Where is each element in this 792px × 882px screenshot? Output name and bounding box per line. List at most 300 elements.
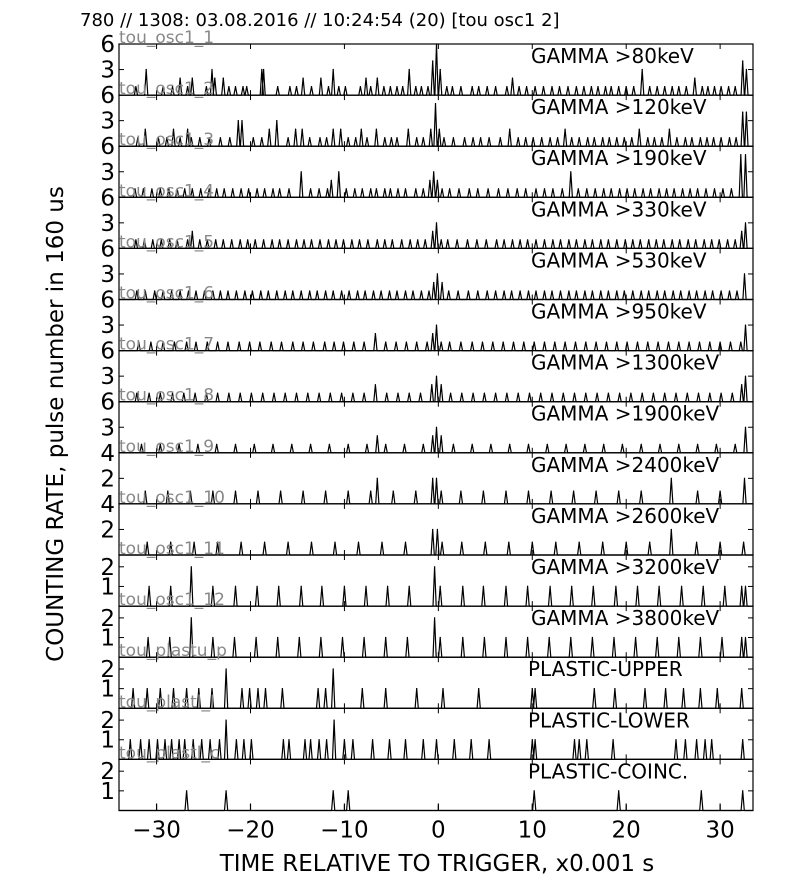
data-point [527,586,528,587]
data-point [632,239,633,240]
data-point [428,290,429,291]
data-point [700,137,701,138]
data-point [462,637,463,638]
data-point [253,137,254,138]
data-point [632,290,633,291]
data-point [672,239,673,240]
data-point [535,86,536,87]
data-point [441,491,442,492]
data-point [321,586,322,587]
data-point [216,188,217,189]
data-point [442,542,443,543]
data-point [473,137,474,138]
data-point [608,290,609,291]
data-point [241,688,242,689]
data-point [226,668,227,669]
y-tick-label: 2 [100,466,115,493]
data-point [488,188,489,189]
data-point [157,739,158,740]
data-point [133,688,134,689]
data-point [344,586,345,587]
data-point [520,290,521,291]
data-point [512,239,513,240]
data-point [490,444,491,445]
data-point [574,739,575,740]
data-point [720,542,721,543]
data-point [146,69,147,70]
data-point [528,290,529,291]
data-point [744,478,745,479]
data-point [231,239,232,240]
data-point [625,239,626,240]
data-point [375,384,376,385]
data-point [701,790,702,791]
data-point [433,171,434,172]
data-point [584,290,585,291]
data-point [669,129,670,130]
data-point [264,542,265,543]
data-point [420,393,421,394]
data-point [745,637,746,638]
data-point [595,188,596,189]
data-point [341,290,342,291]
data-point [313,342,314,343]
data-point [436,325,437,326]
data-point [447,239,448,240]
data-point [608,393,609,394]
data-point [372,739,373,740]
data-point [699,342,700,343]
x-tick-label: −20 [226,817,275,844]
data-point [571,586,572,587]
data-point [681,586,682,587]
data-point [596,491,597,492]
data-point [579,739,580,740]
data-point [149,586,150,587]
data-point [384,188,385,189]
data-point [330,393,331,394]
data-point [574,393,575,394]
data-point [191,566,192,567]
data-point [484,637,485,638]
data-point [697,491,698,492]
data-point [719,239,720,240]
data-point [303,491,304,492]
data-point [557,137,558,138]
data-point [745,586,746,587]
data-point [376,129,377,130]
data-point [328,86,329,87]
data-point [576,239,577,240]
data-point [423,188,424,189]
data-point [554,342,555,343]
y-tick-label: 2 [100,605,115,632]
data-point [437,529,438,530]
data-point [649,542,650,543]
data-point [303,78,304,79]
data-point [671,529,672,530]
data-point [505,586,506,587]
y-tick-label: 1 [100,676,115,703]
data-point [296,239,297,240]
data-point [498,188,499,189]
data-point [697,188,698,189]
data-point [241,542,242,543]
data-point [223,78,224,79]
data-point [409,586,410,587]
data-point [730,342,731,343]
series-trace [119,791,753,811]
data-point [579,137,580,138]
data-point [583,86,584,87]
data-point [745,376,746,377]
data-point [303,239,304,240]
x-tick-label: 10 [517,817,547,844]
data-point [346,188,347,189]
x-tick-label: 0 [431,817,446,844]
data-point [544,239,545,240]
data-point [678,637,679,638]
data-point [489,137,490,138]
data-point [584,239,585,240]
data-point [746,69,747,70]
data-point [421,86,422,87]
data-point [436,376,437,377]
data-point [341,393,342,394]
data-point [251,393,252,394]
y-tick-label: 6 [100,236,115,263]
data-point [385,637,386,638]
data-point [534,790,535,791]
data-point [397,188,398,189]
data-point [279,239,280,240]
data-point [148,637,149,638]
data-point [513,342,514,343]
data-point [310,444,311,445]
data-point [325,290,326,291]
data-point [742,790,743,791]
data-point [477,188,478,189]
data-point [560,290,561,291]
data-point [179,739,180,740]
data-point [170,586,171,587]
data-point [450,393,451,394]
data-point [448,290,449,291]
data-point [353,342,354,343]
data-point [295,129,296,130]
data-point [586,739,587,740]
data-point [198,688,199,689]
data-point [482,342,483,343]
data-point [523,342,524,343]
data-point [432,60,433,61]
data-point [333,668,334,669]
data-point [302,129,303,130]
data-point [453,137,454,138]
data-point [355,137,356,138]
data-point [288,239,289,240]
data-point [483,491,484,492]
data-point [365,586,366,587]
channel-label: tou_osc1_4 [119,181,215,202]
data-point [634,188,635,189]
data-point [439,129,440,130]
data-point [442,188,443,189]
data-point [637,342,638,343]
data-point [436,222,437,223]
data-point [223,239,224,240]
data-point [486,239,487,240]
data-point [742,60,743,61]
series-trace [119,274,753,300]
data-point [703,586,704,587]
series-trace [119,376,753,402]
x-tick-label: 30 [705,817,735,844]
data-point [594,688,595,689]
data-point [434,617,435,618]
data-point [613,739,614,740]
data-point [603,444,604,445]
data-point [489,739,490,740]
data-point [496,239,497,240]
data-point [654,137,655,138]
data-point [319,393,320,394]
data-point [518,393,519,394]
data-point [476,239,477,240]
y-tick-label: 3 [100,313,115,340]
data-point [647,342,648,343]
data-point [566,444,567,445]
data-point [393,491,394,492]
data-point [327,188,328,189]
data-point [713,137,714,138]
data-point [656,239,657,240]
data-point [140,739,141,740]
data-point [740,342,741,343]
data-point [276,290,277,291]
y-tick-label: 6 [100,338,115,365]
data-point [700,637,701,638]
data-point [278,586,279,587]
data-point [235,586,236,587]
data-point [576,86,577,87]
data-point [256,637,257,638]
data-point [549,637,550,638]
data-point [385,342,386,343]
data-point [597,393,598,394]
data-point [460,342,461,343]
channel-label: tou_osc1_3 [119,130,215,151]
data-point [643,188,644,189]
data-point [453,444,454,445]
data-point [744,273,745,274]
channel-label: tou_osc1_8 [119,385,215,406]
data-point [611,188,612,189]
data-point [130,739,131,740]
data-point [729,290,730,291]
data-point [618,86,619,87]
data-point [246,86,247,87]
data-point [249,688,250,689]
data-point [532,739,533,740]
data-point [338,86,339,87]
data-point [567,86,568,87]
data-point [376,188,377,189]
data-point [248,188,249,189]
data-point [666,188,667,189]
data-point [216,444,217,445]
data-point [301,290,302,291]
data-point [694,78,695,79]
data-point [461,393,462,394]
data-point [544,342,545,343]
data-point [606,342,607,343]
y-axis-label: COUNTING RATE, pulse number in 160 us [43,186,69,662]
data-point [370,86,371,87]
data-point [518,137,519,138]
data-point [550,586,551,587]
data-point [319,739,320,740]
data-point [526,86,527,87]
data-point [664,290,665,291]
data-point [460,491,461,492]
data-point [449,342,450,343]
data-point [285,393,286,394]
data-point [570,171,571,172]
data-point [505,637,506,638]
data-point [263,239,264,240]
data-point [338,171,339,172]
y-tick-label: 6 [100,83,115,110]
data-point [520,239,521,240]
data-point [472,342,473,343]
data-point [425,239,426,240]
data-point [415,491,416,492]
data-point [460,86,461,87]
data-point [257,586,258,587]
data-point [359,239,360,240]
data-point [397,393,398,394]
data-point [317,290,318,291]
data-point [351,239,352,240]
x-tick-label: −10 [320,817,369,844]
data-point [405,542,406,543]
data-point [319,239,320,240]
data-point [689,290,690,291]
data-point [603,188,604,189]
x-axis [132,804,734,844]
data-point [544,188,545,189]
data-point [352,739,353,740]
data-point [349,290,350,291]
data-point [560,239,561,240]
panel-label: PLASTIC-LOWER [528,708,690,733]
data-point [304,739,305,740]
data-point [696,542,697,543]
y-tick-label: 6 [100,185,115,212]
data-point [436,427,437,428]
data-point [271,342,272,343]
data-point [729,137,730,138]
data-point [685,137,686,138]
data-point [565,129,566,130]
data-point [484,393,485,394]
data-point [385,688,386,689]
data-point [616,342,617,343]
y-tick-label: 4 [100,491,115,518]
data-point [587,137,588,138]
x-tick-label: −30 [132,817,181,844]
channel-label: tou_osc1_2 [119,79,215,100]
data-point [584,444,585,445]
data-point [527,239,528,240]
data-point [472,444,473,445]
data-point [261,137,262,138]
data-point [736,290,737,291]
data-point [334,342,335,343]
data-point [171,739,172,740]
y-tick-label: 1 [100,625,115,652]
data-point [440,637,441,638]
data-point [675,393,676,394]
channel-label: tou_osc1_7 [119,334,215,355]
series-trace [119,223,753,249]
data-point [633,86,634,87]
data-point [492,342,493,343]
data-point [555,542,556,543]
data-point [360,86,361,87]
data-point [528,491,529,492]
series-trace [119,325,753,351]
data-point [280,491,281,492]
panel-label: GAMMA >2400keV [531,452,720,477]
data-point [358,542,359,543]
data-point [277,86,278,87]
data-point [512,78,513,79]
data-point [212,586,213,587]
data-point [276,120,277,121]
y-tick-label: 2 [100,554,115,581]
data-point [480,137,481,138]
data-point [695,239,696,240]
panel-label: GAMMA >1900keV [531,401,720,426]
data-point [405,290,406,291]
data-point [647,137,648,138]
data-point [619,188,620,189]
data-point [541,137,542,138]
y-tick-label: 3 [100,210,115,237]
data-point [602,542,603,543]
data-point [236,739,237,740]
data-point [389,290,390,291]
data-point [532,542,533,543]
y-tick-label: 2 [100,759,115,786]
data-point [288,188,289,189]
data-point [366,444,367,445]
data-point [592,239,593,240]
data-point [458,290,459,291]
data-point [735,444,736,445]
data-point [441,342,442,343]
data-point [255,239,256,240]
data-point [478,86,479,87]
data-point [568,290,569,291]
data-point [568,239,569,240]
panel-label: GAMMA >3800keV [531,606,720,631]
data-point [671,478,672,479]
data-point [409,393,410,394]
data-point [657,86,658,87]
